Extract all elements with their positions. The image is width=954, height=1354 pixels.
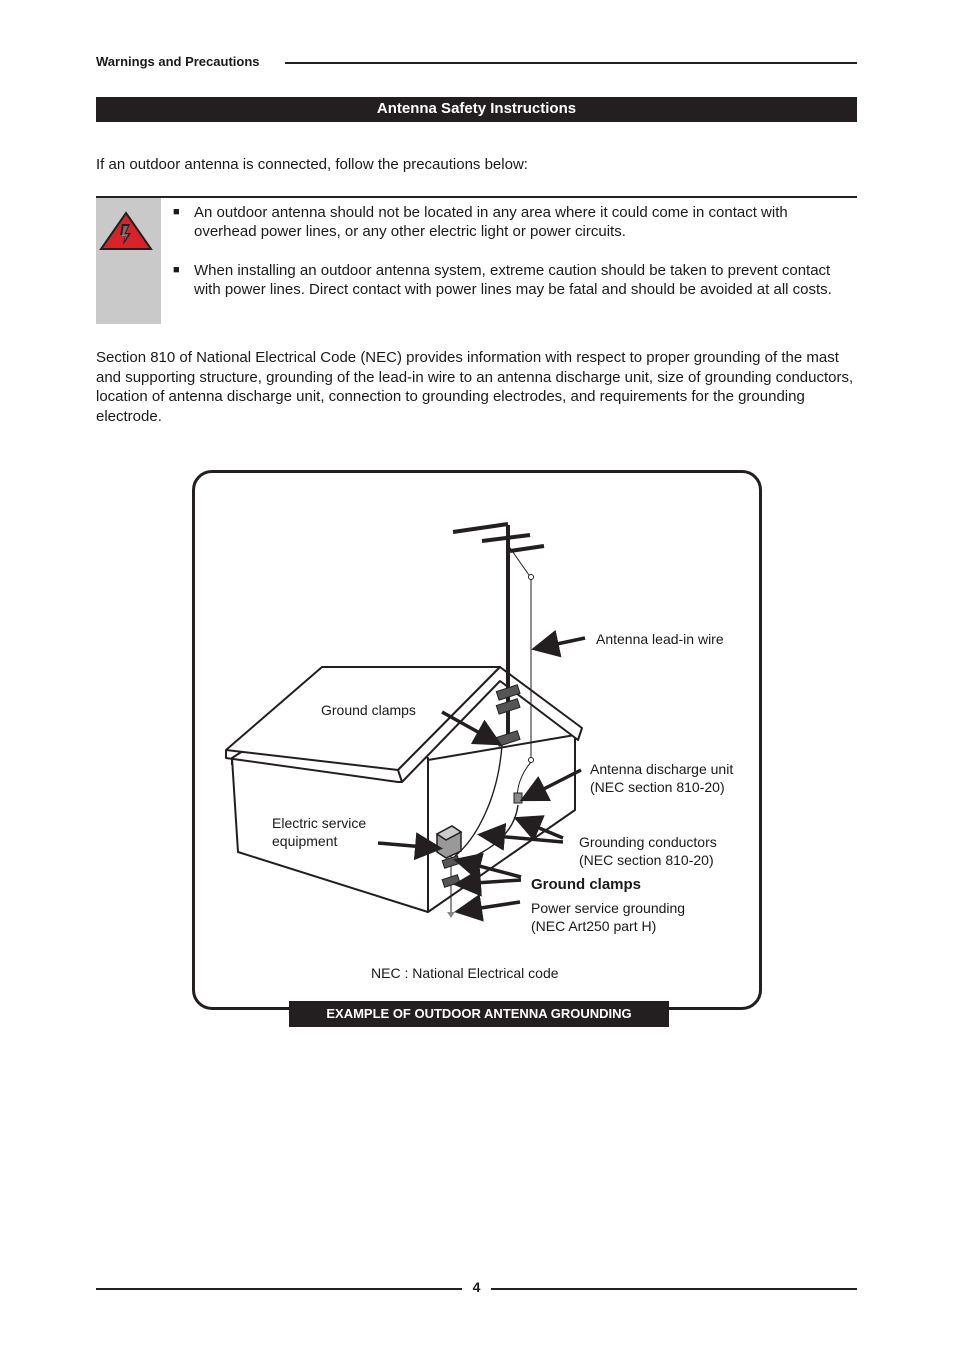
- label-line: (NEC section 810-20): [590, 779, 725, 795]
- bullet-marker: ■: [173, 264, 180, 276]
- footer-rule-right: [491, 1288, 857, 1290]
- section-title-bar: Antenna Safety Instructions: [96, 97, 857, 122]
- label-line: (NEC Art250 part H): [531, 918, 657, 934]
- intro-text: If an outdoor antenna is connected, follow the precautions below:: [96, 156, 528, 173]
- ground-rod-tip: [447, 912, 455, 918]
- label-line: Grounding conductors: [579, 834, 717, 850]
- nec-note: NEC : National Electrical code: [371, 965, 559, 981]
- label-line: (NEC section 810-20): [579, 852, 714, 868]
- label-ground-clamps-top: Ground clamps: [321, 702, 416, 718]
- label-grounding-conductors: [579, 833, 717, 869]
- footer-rule-left: [96, 1288, 462, 1290]
- bullet-marker: ■: [173, 206, 180, 218]
- warning-bullet-text: An outdoor antenna should not be located in any area where it could come in contact with overhead power lines, or any other electric light or power circuits.: [194, 204, 788, 240]
- diagram-caption: EXAMPLE OF OUTDOOR ANTENNA GROUNDING: [289, 1001, 669, 1027]
- page-number: 4: [472, 1279, 481, 1295]
- warning-bullet-text: When installing an outdoor antenna system, extreme caution should be taken to prevent contact with power lines. Direct contact with power lines may be fatal and should be avoided at all costs.: [194, 262, 832, 298]
- label-electric-service-equipment: [272, 814, 366, 850]
- section-label: Warnings and Precautions: [96, 54, 260, 69]
- label-power-service-grounding: [531, 899, 685, 935]
- label-line: Electric service: [272, 815, 367, 831]
- nec-paragraph: Section 810 of National Electrical Code (NEC) provides information with respect to proper grounding of the mast and supporting structure, grounding of the lead-in wire to an antenna discharge unit, size of grounding conductors, location of antenna discharge unit, connection to grounding electrodes, and requirements for the grounding electrode.: [96, 349, 854, 425]
- label-line: equipment: [272, 833, 338, 849]
- label-line: Power service grounding: [531, 900, 686, 916]
- label-antenna-lead-in-wire: Antenna lead-in wire: [596, 631, 724, 647]
- label-antenna-discharge-unit: [590, 760, 733, 796]
- label-ground-clamps-bottom: Ground clamps: [531, 876, 642, 893]
- label-line: Antenna discharge unit: [590, 761, 734, 777]
